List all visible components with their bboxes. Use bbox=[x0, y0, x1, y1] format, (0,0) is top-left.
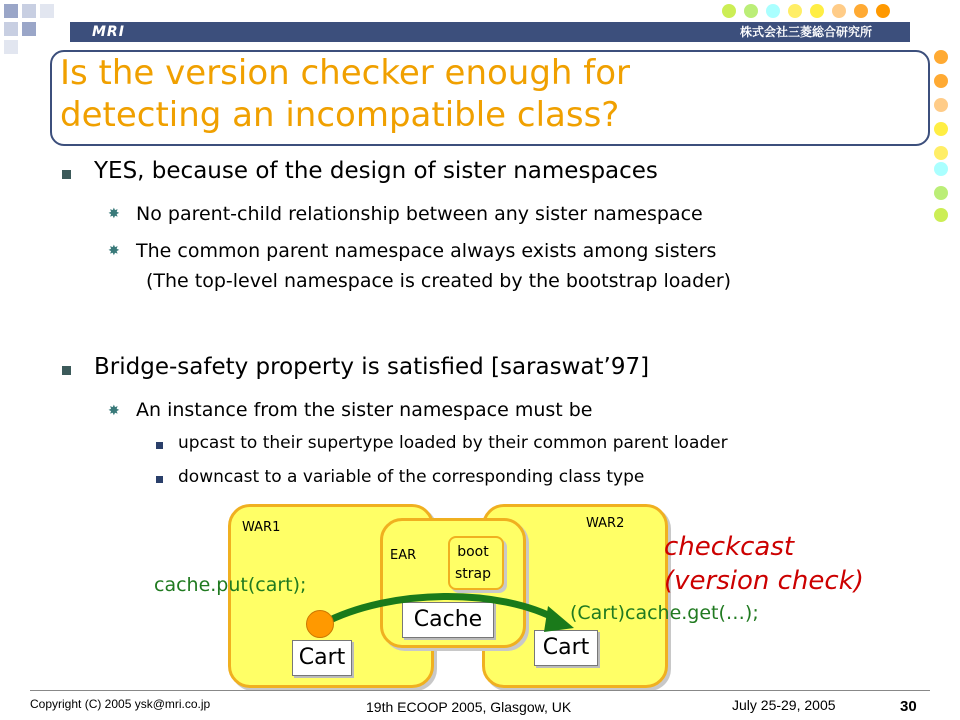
cart-class-right: Cart bbox=[534, 630, 598, 666]
bullet-no-parent-child: No parent-child relationship between any sister namespace bbox=[136, 203, 703, 225]
bullet-instance-sister: An instance from the sister namespace must be bbox=[136, 399, 593, 421]
bullet-common-parent-note: (The top-level namespace is created by the bootstrap loader) bbox=[146, 270, 732, 292]
title-line-1: Is the version checker enough for bbox=[60, 53, 631, 93]
bullet-bridge-safety: Bridge-safety property is satisfied [saraswat’97] bbox=[94, 354, 650, 380]
bullet-burst-icon: ✸ bbox=[108, 403, 120, 419]
bullet-upcast: upcast to their supertype loaded by their common parent loader bbox=[178, 433, 728, 453]
war2-label: WAR2 bbox=[586, 516, 625, 531]
title-line-2: detecting an incompatible class? bbox=[60, 95, 620, 135]
put-code: cache.put(cart); bbox=[154, 574, 307, 596]
slide-title bbox=[60, 52, 910, 136]
checkcast-note: checkcast (version check) bbox=[664, 532, 864, 596]
mri-logo: MRI bbox=[92, 24, 125, 40]
transfer-arrow bbox=[300, 580, 590, 650]
ear-label: EAR bbox=[390, 548, 417, 563]
bullet-square-icon bbox=[62, 366, 71, 375]
footer-date: July 25-29, 2005 bbox=[732, 697, 836, 713]
page-number: 30 bbox=[900, 698, 917, 715]
bullet-common-parent: The common parent namespace always exists among sisters bbox=[136, 240, 717, 262]
cache-class-box: Cache bbox=[402, 602, 494, 638]
bullet-downcast: downcast to a variable of the corresponding class type bbox=[178, 467, 645, 487]
bullet-square-icon bbox=[62, 170, 71, 179]
bullet-burst-icon: ✸ bbox=[108, 206, 120, 222]
footer-conference: 19th ECOOP 2005, Glasgow, UK bbox=[366, 699, 572, 715]
footer-copyright: Copyright (C) 2005 ysk@mri.co.jp bbox=[30, 697, 211, 711]
bullet-small-square-icon bbox=[156, 442, 163, 449]
bullet-yes: YES, because of the design of sister namespaces bbox=[94, 158, 658, 184]
bullet-burst-icon: ✸ bbox=[108, 243, 120, 259]
bootstrap-label: boot strap bbox=[454, 544, 491, 582]
company-name: 株式会社三菱総合研究所 bbox=[740, 25, 873, 39]
get-code: (Cart)cache.get(…); bbox=[570, 602, 759, 624]
bullet-small-square-icon bbox=[156, 476, 163, 483]
cart-instance-icon bbox=[306, 610, 334, 638]
cart-class-left: Cart bbox=[292, 640, 352, 676]
footer-divider bbox=[30, 690, 930, 691]
war1-label: WAR1 bbox=[242, 520, 281, 535]
